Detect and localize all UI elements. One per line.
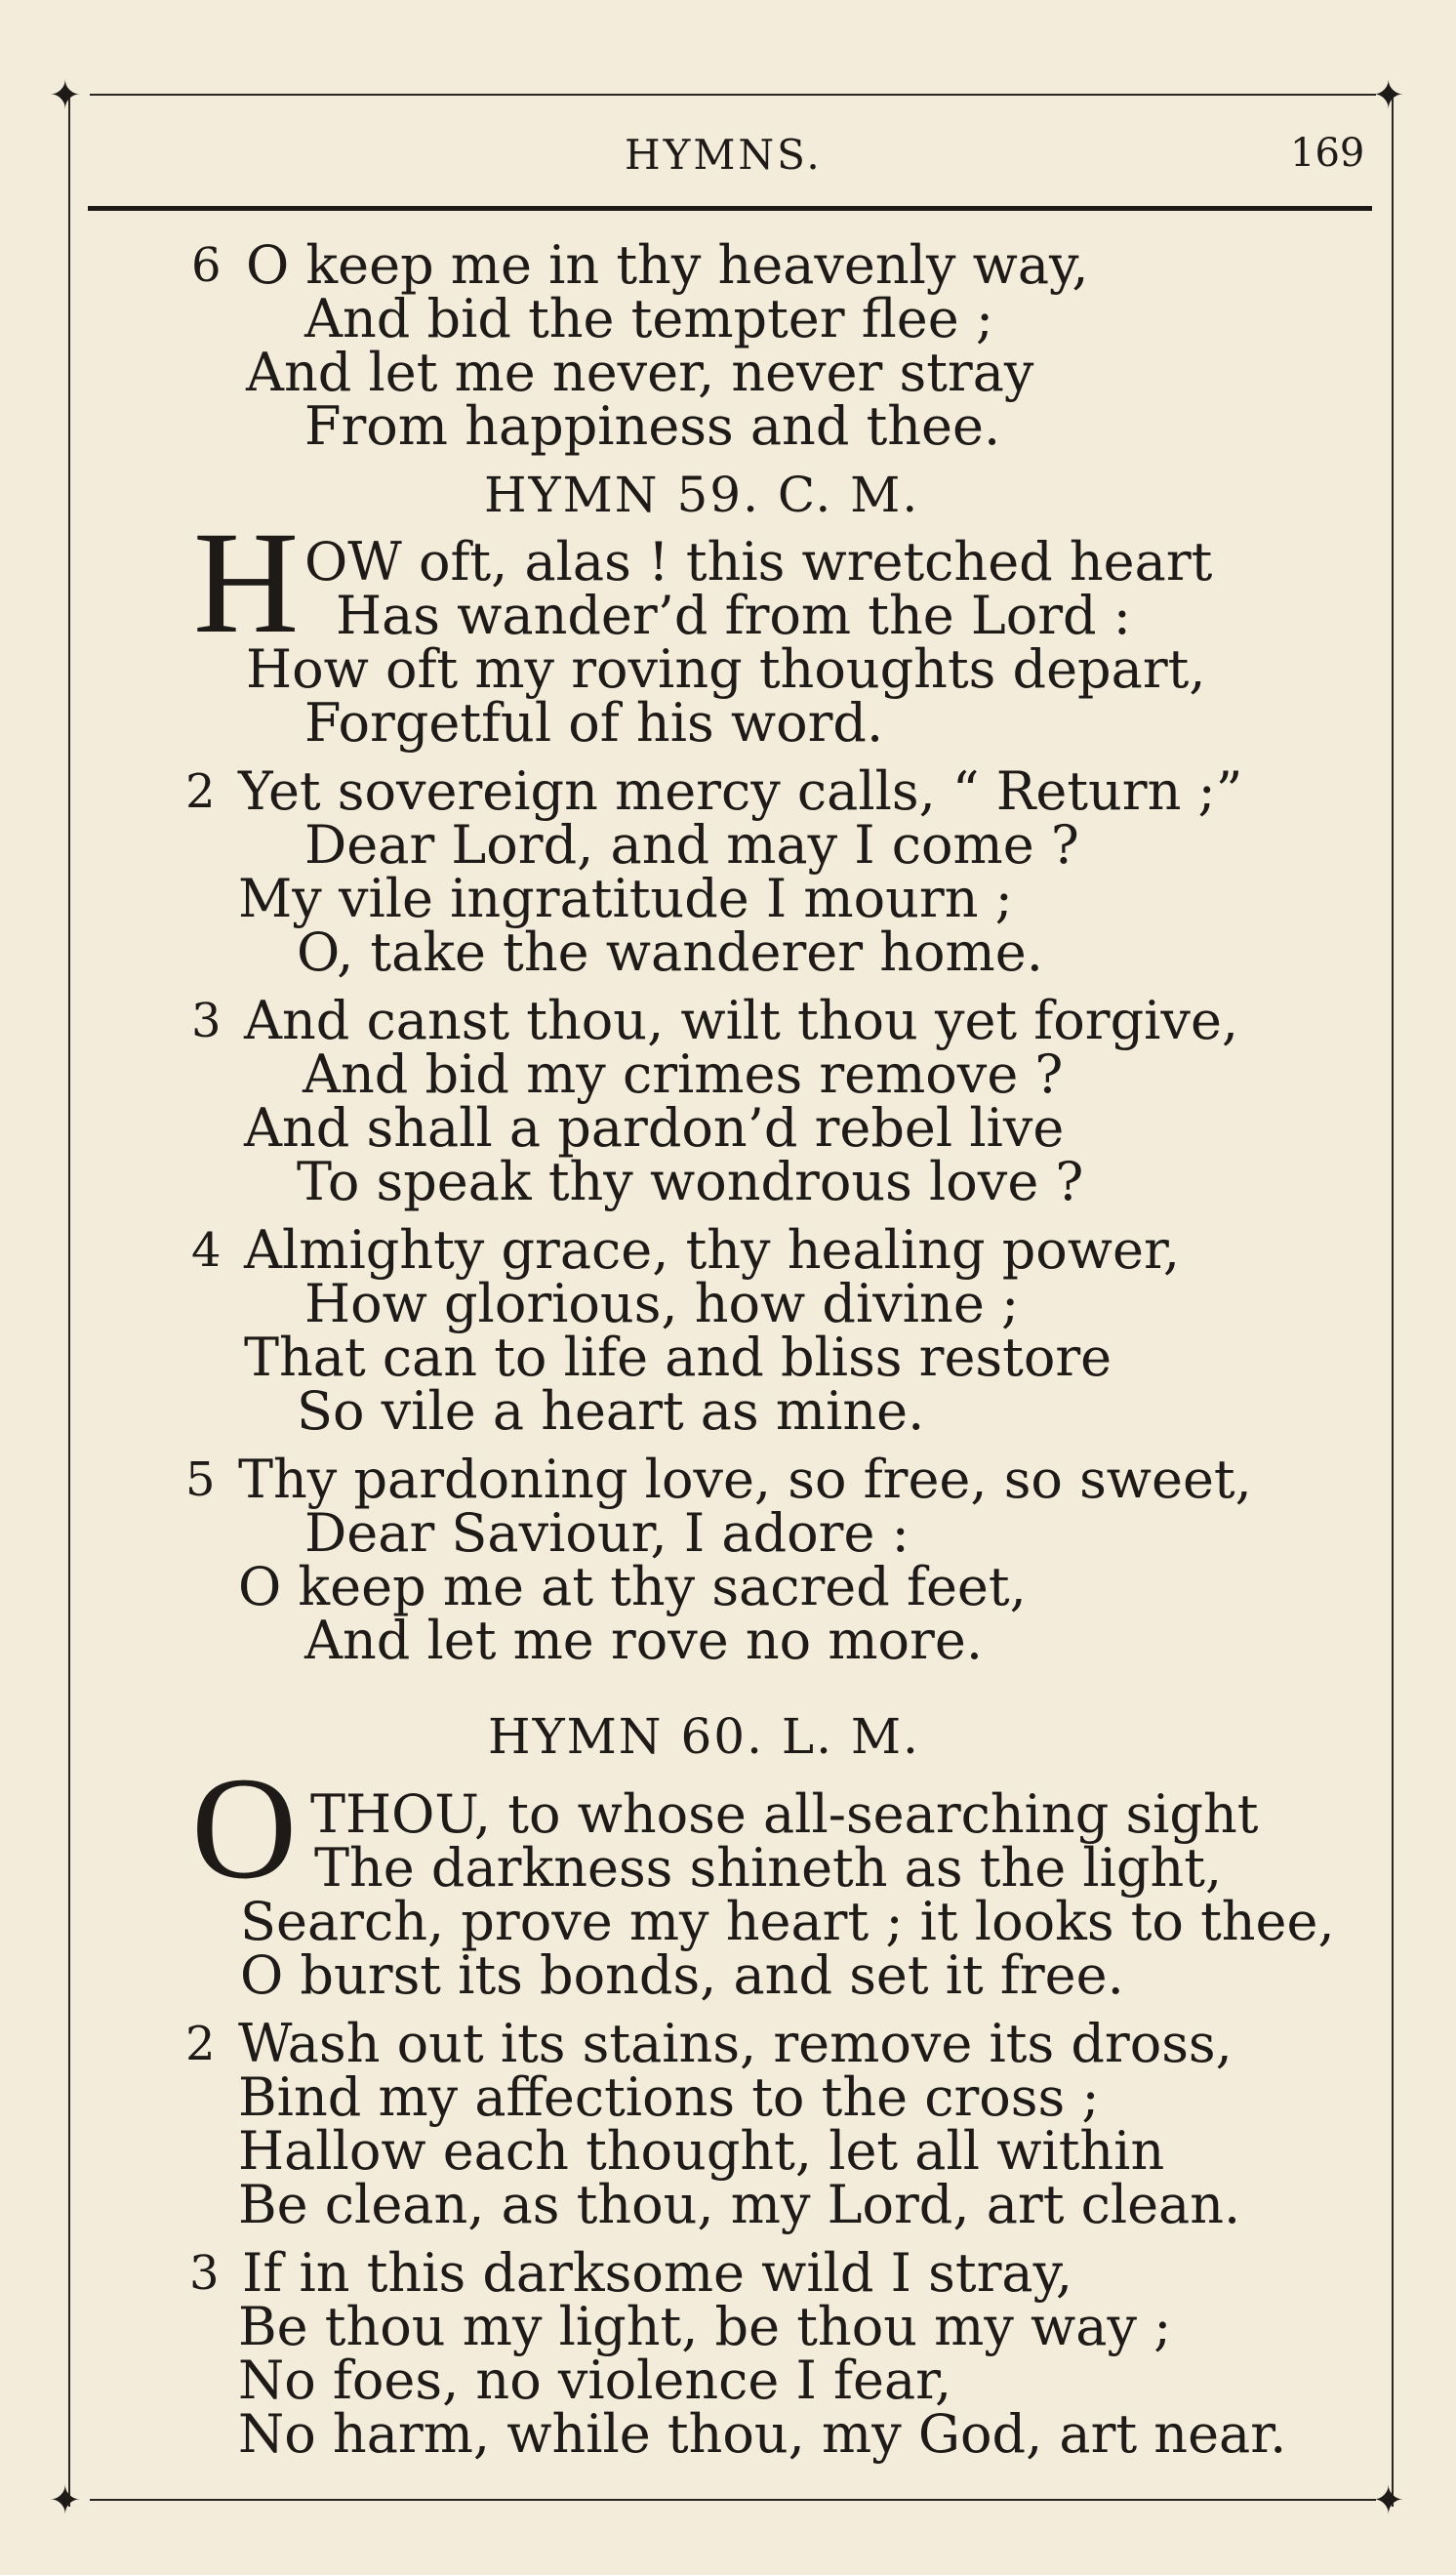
stanza-number: 2: [185, 764, 216, 819]
hymn-title: HYMN 60. L. M.: [488, 1708, 920, 1765]
verse-line: Dear Lord, and may I come ?: [304, 814, 1079, 876]
verse-line: Be thou my light, be thou my way ;: [238, 2296, 1172, 2357]
verse-line: And let me never, never stray: [246, 342, 1034, 403]
page-number: 169: [1290, 131, 1365, 176]
verse-line: OW oft, alas ! this wretched heart: [304, 531, 1213, 593]
verse-line: Search, prove my heart ; it looks to thee,: [240, 1891, 1335, 1952]
verse-line: No harm, while thou, my God, art near.: [238, 2403, 1287, 2465]
bottom-rule: [90, 2499, 1376, 2501]
verse-line: O keep me at thy sacred feet,: [238, 1556, 1027, 1617]
stanza-number: 2: [185, 2017, 216, 2071]
verse-line: Bind my affections to the cross ;: [238, 2066, 1100, 2128]
verse-line: That can to life and bliss restore: [244, 1327, 1112, 1388]
header-rule: [88, 206, 1372, 211]
verse-line: Almighty grace, thy healing power,: [244, 1219, 1181, 1281]
verse-line: Dear Saviour, I adore :: [304, 1502, 910, 1564]
stanza-number: 4: [191, 1223, 222, 1278]
verse-line: My vile ingratitude I mourn ;: [238, 868, 1013, 929]
verse-line: The darkness shineth as the light,: [314, 1837, 1223, 1899]
verse-line: Thy pardoning love, so free, so sweet,: [238, 1449, 1252, 1510]
verse-line: THOU, to whose all-searching sight: [310, 1783, 1259, 1845]
stanza-number: 3: [189, 2246, 220, 2301]
drop-cap: H: [193, 502, 300, 664]
page-frame-right: [1392, 96, 1394, 2507]
stanza-number: 5: [185, 1452, 216, 1507]
verse-line: And bid the tempter flee ;: [304, 288, 994, 349]
verse-line: And bid my crimes remove ?: [303, 1043, 1064, 1105]
corner-ornament-icon: ✦: [1372, 73, 1405, 118]
verse-line: To speak thy wondrous love ?: [297, 1151, 1084, 1212]
verse-line: So vile a heart as mine.: [297, 1380, 925, 1442]
verse-line: O burst its bonds, and set it free.: [240, 1944, 1124, 2006]
verse-line: From happiness and thee.: [304, 395, 1001, 457]
verse-line: Wash out its stains, remove its dross,: [238, 2013, 1233, 2074]
verse-line: And shall a pardon’d rebel live: [244, 1097, 1065, 1159]
running-head: HYMNS.: [625, 131, 823, 179]
corner-ornament-icon: ✦: [1372, 2478, 1405, 2523]
verse-line: Yet sovereign mercy calls, “ Return ;”: [238, 760, 1243, 822]
verse-line: Be clean, as thou, my Lord, art clean.: [238, 2174, 1241, 2235]
verse-line: Hallow each thought, let all within: [238, 2120, 1165, 2182]
corner-ornament-icon: ✦: [49, 73, 82, 118]
verse-line: And let me rove no more.: [304, 1610, 983, 1671]
verse-line: O, take the wanderer home.: [297, 921, 1043, 983]
verse-line: And canst thou, wilt thou yet forgive,: [244, 990, 1239, 1051]
drop-cap: O: [191, 1747, 298, 1909]
verse-line: How glorious, how divine ;: [304, 1273, 1020, 1334]
verse-line: Forgetful of his word.: [304, 692, 884, 754]
corner-ornament-icon: ✦: [49, 2478, 82, 2523]
hymn-title: HYMN 59. C. M.: [484, 467, 920, 523]
verse-line: O keep me in thy heavenly way,: [246, 234, 1089, 296]
verse-line: Has wander’d from the Lord :: [336, 585, 1131, 646]
stanza-number: 6: [191, 238, 222, 293]
verse-line: How oft my roving thoughts depart,: [246, 638, 1206, 700]
top-rule: [90, 94, 1376, 96]
page-frame-left: [68, 96, 70, 2507]
stanza-number: 3: [191, 994, 222, 1048]
verse-line: No foes, no violence I fear,: [238, 2350, 952, 2411]
verse-line: If in this darksome wild I stray,: [242, 2242, 1073, 2304]
